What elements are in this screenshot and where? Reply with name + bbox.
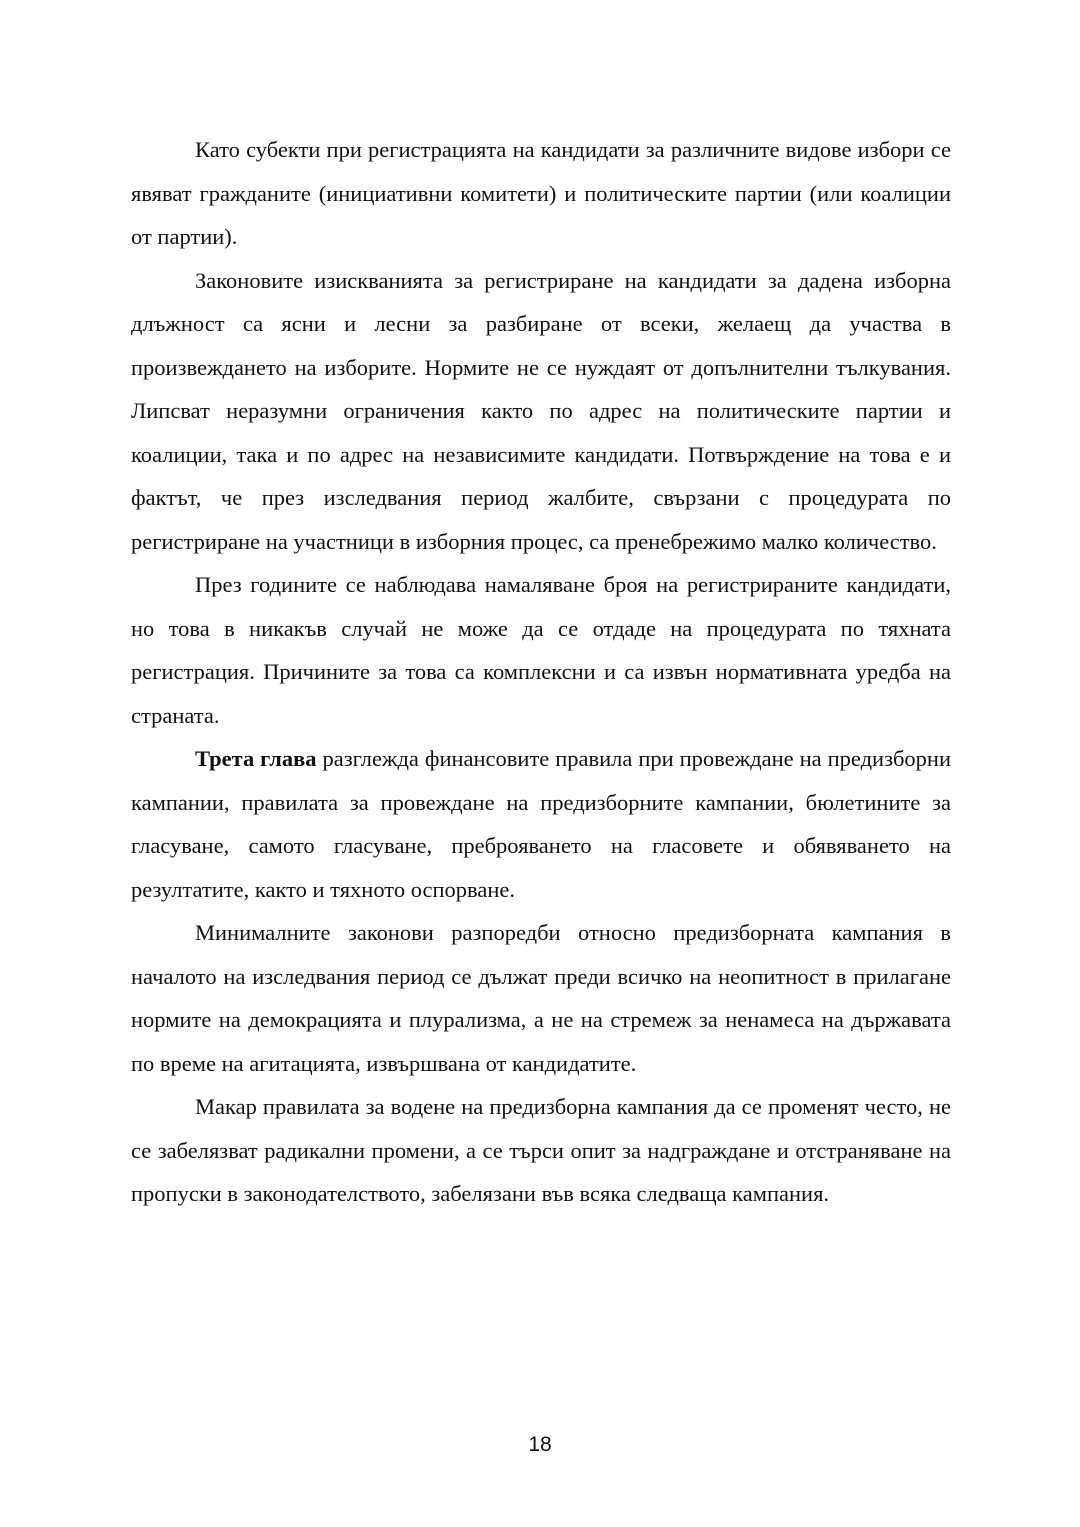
body-text — [131, 128, 951, 1216]
paragraph-1: Като субекти при регистрацията на кандидати за различните видове избори се явяват гражданите (инициативни комитети) и политическите партии (или коалиции от партии). — [131, 137, 951, 249]
paragraph-6: Макар правилата за водене на предизборна кампания да се променят често, не се забелязват радикални промени, а се търси опит за надграждане и отстраняване на пропуски в законодателството, забелязани във всяка следваща кампания. — [131, 1094, 951, 1206]
paragraph-5: Минималните законови разпоредби относно предизборната кампания в началото на изследвания период се дължат преди всичко на неопитност в прилагане нормите на демокрацията и плурализма, а не на стремеж за ненамеса на държавата по време на агитацията, извършвана от кандидатите. — [131, 920, 951, 1076]
paragraph-4 — [131, 737, 951, 911]
chapter-reference: Трета глава — [195, 746, 317, 771]
paragraph-4-text: разглежда финансовите правила при провеждане на предизборни кампании, правилата за провеждане на предизборните кампании, бюлетините за гласуване, самото гласуване, преброяването на гласовете и обявяването на резултатите, както и тяхното оспорване. — [131, 746, 952, 902]
page-number: 18 — [528, 1433, 552, 1456]
paragraph-3: През годините се наблюдава намаляване броя на регистрираните кандидати, но това в никакъв случай не може да се отдаде на процедурата по тяхната регистрация. Причините за това са комплексни и са извън нормативната уредба на страната. — [131, 572, 951, 728]
paragraph-2: Законовите изискванията за регистриране на кандидати за дадена изборна длъжност са ясни и лесни за разбиране от всеки, желаещ да участва в произвеждането на изборите. Нормите не се нуждаят от допълнителни тълкувания. Липсват неразумни ограничения както по адрес на политическите партии и коалиции, така и по адрес на независимите кандидати. Потвърждение на това е и фактът, че през изследвания период жалбите, свързани с процедурата по регистриране на участници в изборния процес, са пренебрежимо малко количество. — [131, 267, 951, 554]
